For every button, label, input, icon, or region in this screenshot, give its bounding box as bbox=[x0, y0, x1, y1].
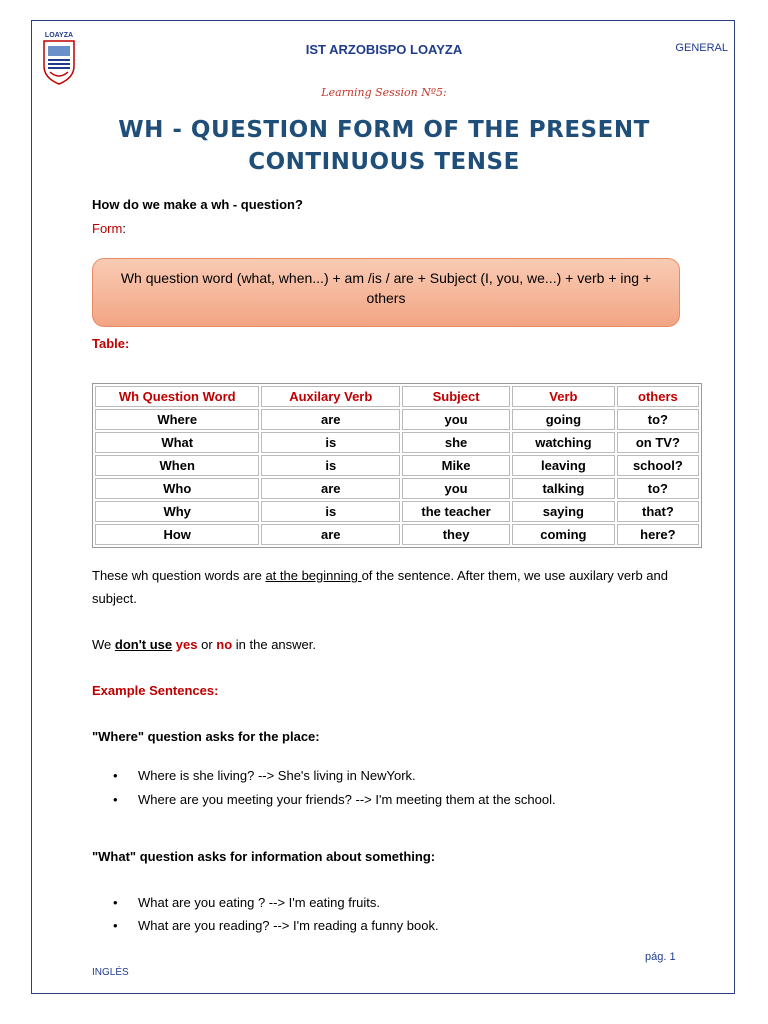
list-item-text: What are you reading? --> I'm reading a funny book. bbox=[138, 918, 439, 933]
title-line-2: CONTINUOUS TENSE bbox=[248, 149, 520, 175]
where-heading: "Where" question asks for the place: bbox=[92, 729, 320, 744]
paragraph-text: We bbox=[92, 637, 115, 652]
table-cell: is bbox=[261, 501, 400, 522]
table-row bbox=[95, 501, 699, 522]
paragraph-text: of the sentence. After them, we use auxilary verb and subject. bbox=[92, 568, 668, 606]
page-title bbox=[0, 114, 768, 178]
table-cell: Where bbox=[95, 409, 259, 430]
header-cell: Verb bbox=[512, 386, 615, 407]
header-cell: Wh Question Word bbox=[95, 386, 259, 407]
bullet-icon: • bbox=[113, 792, 118, 807]
examples-heading: Example Sentences: bbox=[92, 683, 219, 698]
table-cell: that? bbox=[617, 501, 699, 522]
table-cell: going bbox=[512, 409, 615, 430]
bold-underlined-phrase: don't use bbox=[114, 637, 173, 652]
table-cell: leaving bbox=[512, 455, 615, 476]
table-row bbox=[95, 478, 699, 499]
form-label-colon: : bbox=[122, 221, 126, 236]
table-cell: coming bbox=[512, 524, 615, 545]
what-heading: "What" question asks for information about something: bbox=[92, 849, 436, 864]
header-cell: Subject bbox=[402, 386, 510, 407]
table-row bbox=[95, 455, 699, 476]
table-label: Table: bbox=[92, 336, 130, 351]
page-number: pág. 1 bbox=[645, 951, 676, 963]
table-cell: here? bbox=[617, 524, 699, 545]
header-cell: Auxilary Verb bbox=[261, 386, 400, 407]
formula-box: Wh question word (what, when...) + am /is / are + Subject (I, you, we...) + verb + ing + others bbox=[92, 258, 680, 327]
table-cell: you bbox=[402, 478, 510, 499]
bullet-icon: • bbox=[113, 895, 118, 910]
school-logo bbox=[40, 30, 78, 88]
table-row bbox=[95, 524, 699, 545]
bullet-icon: • bbox=[113, 768, 118, 783]
school-name: IST ARZOBISPO LOAYZA bbox=[305, 42, 463, 57]
wh-question-table bbox=[92, 383, 702, 548]
list-item-text: What are you eating ? --> I'm eating fruits. bbox=[138, 895, 381, 910]
list-item-text: Where are you meeting your friends? --> I'm meeting them at the school. bbox=[138, 792, 556, 807]
table-cell: When bbox=[95, 455, 259, 476]
table-cell: is bbox=[261, 432, 400, 453]
table-cell: you bbox=[402, 409, 510, 430]
table-cell: What bbox=[95, 432, 259, 453]
yes-word: yes bbox=[175, 637, 198, 652]
table-cell: are bbox=[261, 409, 400, 430]
paragraph-no-yes-no bbox=[92, 633, 692, 656]
section-label: GENERAL bbox=[675, 42, 728, 54]
paragraph-text: or bbox=[197, 637, 217, 652]
list-item-text: Where is she living? --> She's living in NewYork. bbox=[138, 768, 416, 783]
paragraph-text: These wh question words are bbox=[92, 568, 266, 583]
table-cell: watching bbox=[512, 432, 615, 453]
header-cell: others bbox=[617, 386, 699, 407]
question-heading: How do we make a wh - question? bbox=[92, 197, 303, 212]
table-cell: are bbox=[261, 524, 400, 545]
underlined-phrase: at the beginning bbox=[265, 568, 362, 583]
table-cell: is bbox=[261, 455, 400, 476]
paragraph-text: in the answer. bbox=[232, 637, 316, 652]
table-cell: talking bbox=[512, 478, 615, 499]
footer-subject: INGLÉS bbox=[92, 967, 129, 978]
table-cell: saying bbox=[512, 501, 615, 522]
no-word: no bbox=[216, 637, 233, 652]
table-row bbox=[95, 409, 699, 430]
table-cell: to? bbox=[617, 478, 699, 499]
table-cell: school? bbox=[617, 455, 699, 476]
table-cell: she bbox=[402, 432, 510, 453]
table-cell: How bbox=[95, 524, 259, 545]
table-cell: to? bbox=[617, 409, 699, 430]
table-cell: Mike bbox=[402, 455, 510, 476]
table-cell: Why bbox=[95, 501, 259, 522]
paragraph-position bbox=[92, 564, 692, 610]
table-cell: are bbox=[261, 478, 400, 499]
title-line-1: WH - QUESTION FORM OF THE PRESENT bbox=[118, 117, 650, 143]
bullet-icon: • bbox=[113, 918, 118, 933]
form-label-text: Form bbox=[92, 221, 123, 236]
session-label: Learning Session Nº5: bbox=[321, 86, 447, 99]
table-cell: the teacher bbox=[402, 501, 510, 522]
table-cell: Who bbox=[95, 478, 259, 499]
table-cell: they bbox=[402, 524, 510, 545]
table-row bbox=[95, 432, 699, 453]
form-label bbox=[92, 221, 126, 236]
table-cell: on TV? bbox=[617, 432, 699, 453]
logo-text: LOAYZA bbox=[44, 32, 74, 39]
table-header-row bbox=[95, 386, 699, 407]
